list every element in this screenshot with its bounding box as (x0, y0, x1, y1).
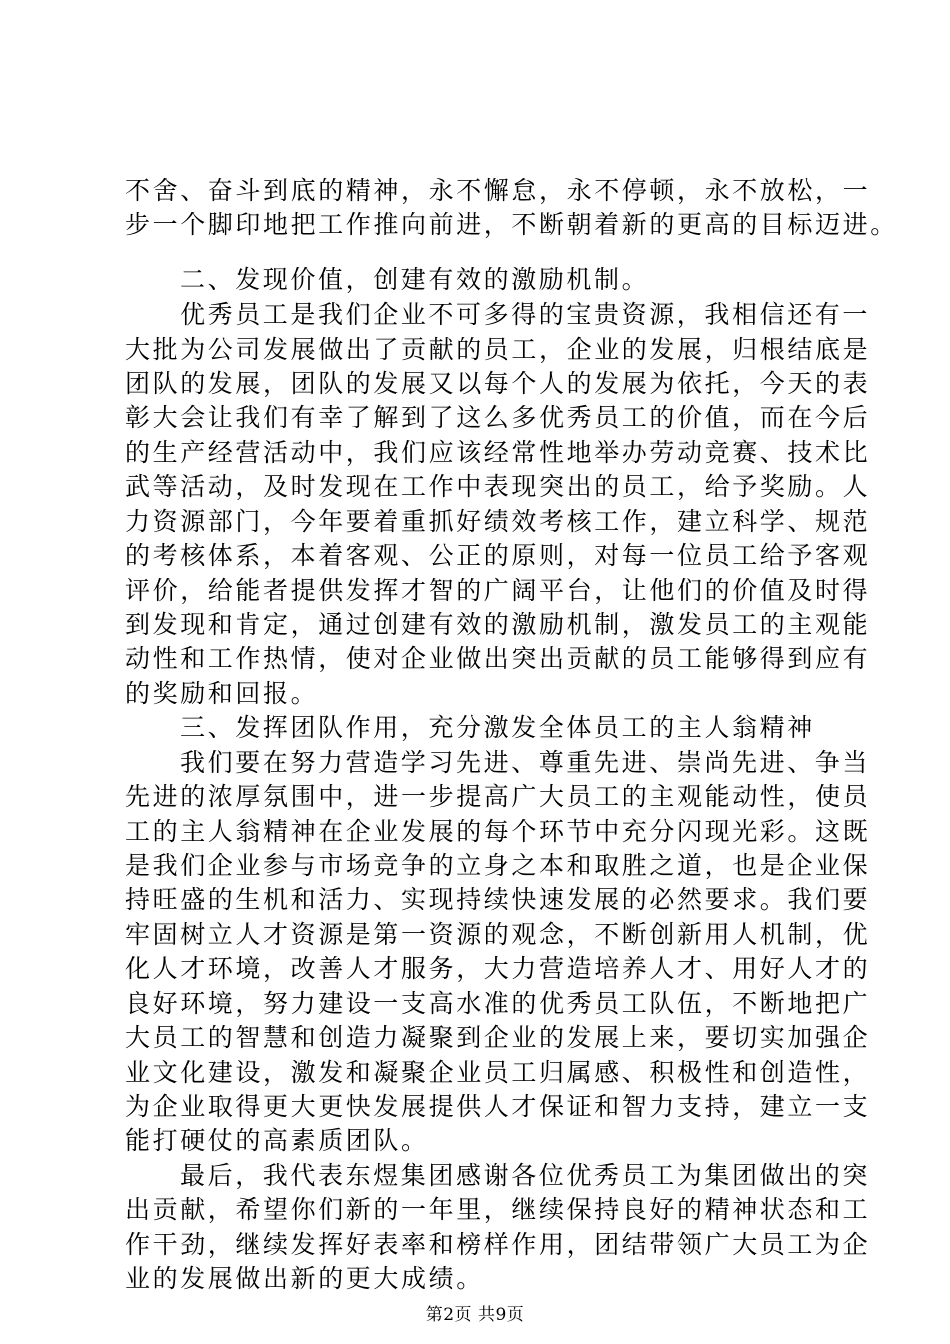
text-line: 工的主人翁精神在企业发展的每个环节中充分闪现光彩。这既 (125, 817, 871, 846)
text-line: 评价，给能者提供发挥才智的广阔平台，让他们的价值及时得 (125, 576, 871, 605)
text-line: 出贡献，希望你们新的一年里，继续保持良好的精神状态和工 (125, 1195, 871, 1224)
page-number-footer: 第2页 共9页 (425, 1305, 525, 1325)
section-heading-2: 二、发现价值，创建有效的激励机制。 (180, 265, 650, 294)
text-line: 化人才环境，改善人才服务，大力营造培养人才、用好人才的 (125, 954, 871, 983)
section-heading-3: 三、发挥团队作用，充分激发全体员工的主人翁精神 (180, 713, 815, 742)
text-line: 作干劲，继续发挥好表率和榜样作用，团结带领广大员工为企 (125, 1230, 871, 1259)
text-line: 的生产经营活动中，我们应该经常性地举办劳动竞赛、技术比 (125, 438, 871, 467)
text-line: 的考核体系，本着客观、公正的原则，对每一位员工给予客观 (125, 541, 871, 570)
text-line: 最后，我代表东煜集团感谢各位优秀员工为集团做出的突 (180, 1161, 871, 1190)
text-line: 能打硬仗的高素质团队。 (125, 1126, 429, 1155)
text-line: 我们要在努力营造学习先进、尊重先进、崇尚先进、争当 (180, 748, 871, 777)
text-line: 大员工的智慧和创造力凝聚到企业的发展上来，要切实加强企 (125, 1023, 871, 1052)
text-line: 团队的发展，团队的发展又以每个人的发展为依托，今天的表 (125, 369, 871, 398)
text-line: 到发现和肯定，通过创建有效的激励机制，激发员工的主观能 (125, 610, 871, 639)
text-line: 业的发展做出新的更大成绩。 (125, 1264, 484, 1293)
text-line: 不舍、奋斗到底的精神，永不懈怠，永不停顿，永不放松，一 (125, 176, 871, 205)
text-line: 的奖励和回报。 (125, 679, 319, 708)
text-line: 业文化建设，激发和凝聚企业员工归属感、积极性和创造性， (125, 1058, 871, 1087)
text-line: 是我们企业参与市场竞争的立身之本和取胜之道，也是企业保 (125, 851, 871, 880)
text-line: 动性和工作热情，使对企业做出突出贡献的员工能够得到应有 (125, 644, 871, 673)
text-line: 先进的浓厚氛围中，进一步提高广大员工的主观能动性，使员 (125, 782, 871, 811)
text-line: 步一个脚印地把工作推向前进，不断朝着新的更高的目标迈进。 (125, 210, 898, 239)
text-line: 牢固树立人才资源是第一资源的观念，不断创新用人机制，优 (125, 920, 871, 949)
text-line: 力资源部门，今年要着重抓好绩效考核工作，建立科学、规范 (125, 507, 871, 536)
text-line: 武等活动，及时发现在工作中表现突出的员工，给予奖励。人 (125, 472, 871, 501)
text-line: 大批为公司发展做出了贡献的员工，企业的发展，归根结底是 (125, 335, 871, 364)
text-line: 彰大会让我们有幸了解到了这么多优秀员工的价值，而在今后 (125, 403, 871, 432)
text-line: 优秀员工是我们企业不可多得的宝贵资源，我相信还有一 (180, 300, 871, 329)
text-line: 持旺盛的生机和活力、实现持续快速发展的必然要求。我们要 (125, 885, 871, 914)
text-line: 为企业取得更大更快发展提供人才保证和智力支持，建立一支 (125, 1092, 871, 1121)
text-line: 良好环境，努力建设一支高水准的优秀员工队伍，不断地把广 (125, 989, 871, 1018)
